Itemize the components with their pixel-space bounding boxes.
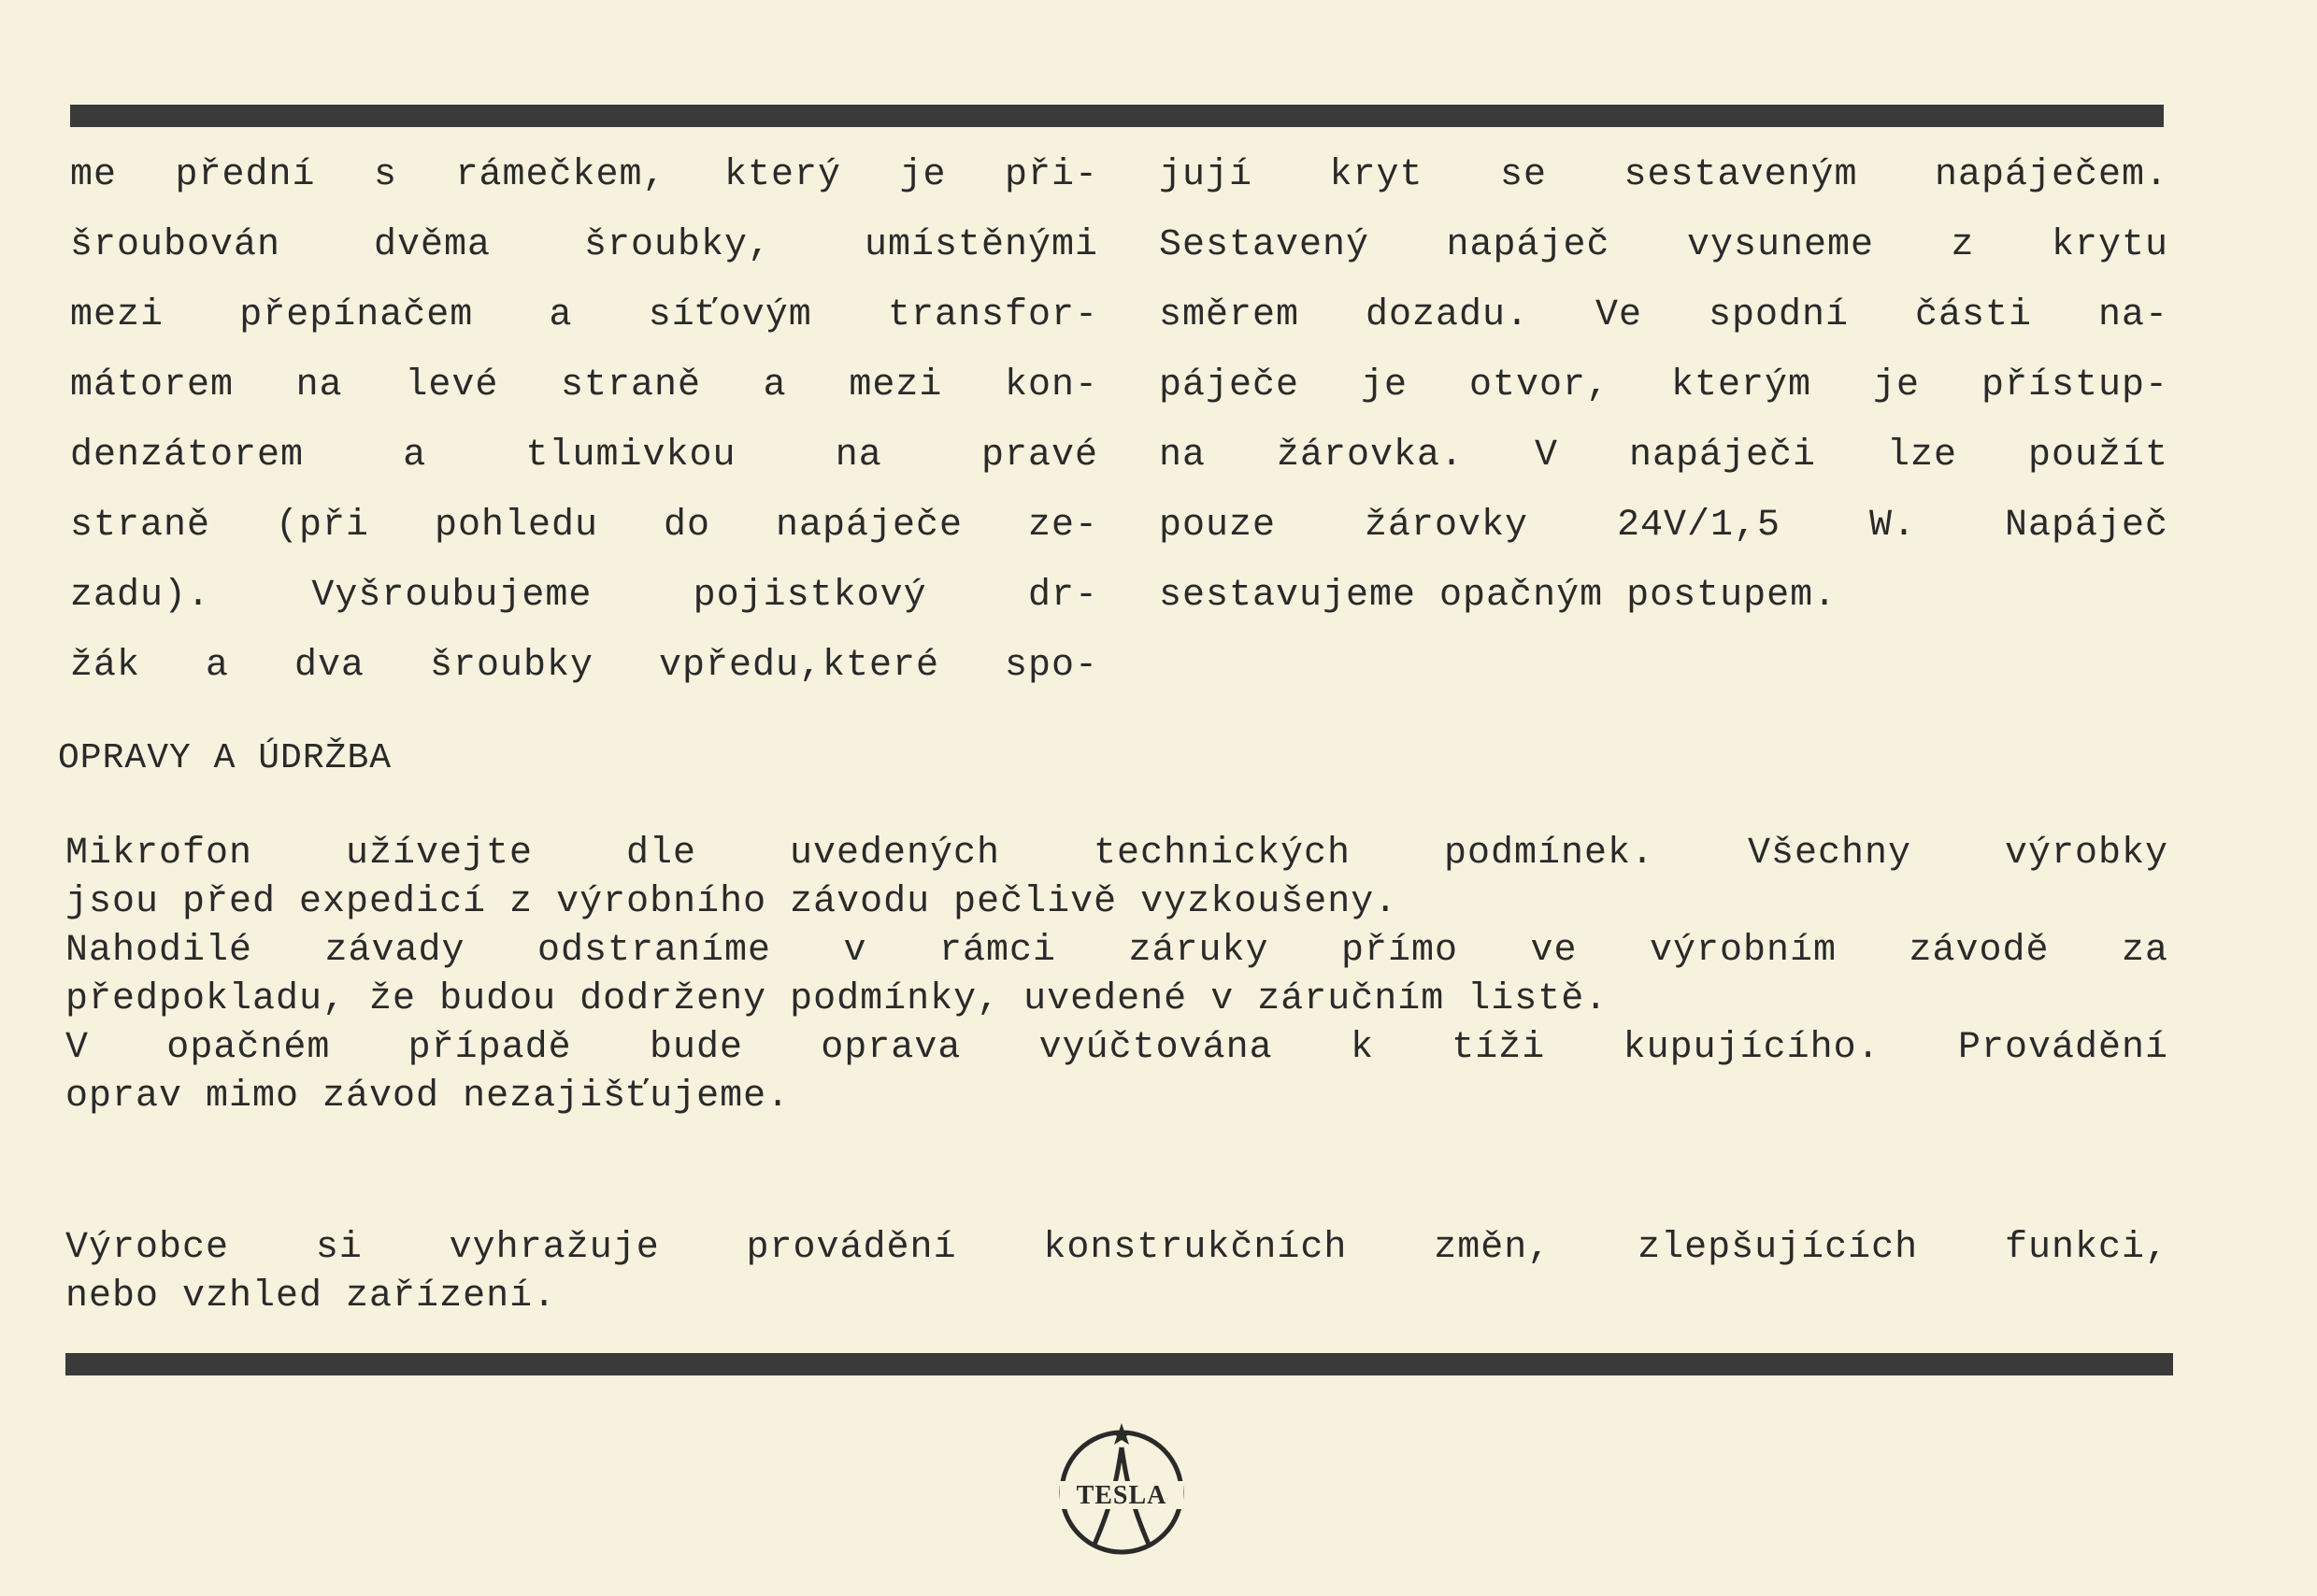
left-line: šroubován dvěma šroubky, umístěnými xyxy=(70,224,1098,266)
right-line: páječe je otvor, kterým je přístup- xyxy=(1159,364,2168,406)
left-line: straně (při pohledu do napáječe ze- xyxy=(70,505,1098,547)
left-line: žák a dva šroubky vpředu,které spo- xyxy=(70,645,1098,687)
right-line: jují kryt se sestaveným napáječem. xyxy=(1159,154,2168,196)
repairs-line: oprav mimo závod nezajišťujeme. xyxy=(65,1076,791,1118)
left-line: me přední s rámečkem, který je při- xyxy=(70,154,1098,196)
repairs-paragraph xyxy=(65,830,2168,1121)
right-line: sestavujeme opačným postupem. xyxy=(1159,575,1838,617)
left-text-column xyxy=(70,140,1098,701)
right-line: pouze žárovky 24V/1,5 W. Napáječ xyxy=(1159,505,2168,547)
tesla-logo-icon xyxy=(1037,1406,1206,1575)
left-line: zadu). Vyšroubujeme pojistkový dr- xyxy=(70,575,1098,617)
repairs-line: V opačném případě bude oprava vyúčtována k tíži kupujícího. Provádění xyxy=(65,1027,2168,1069)
left-line: mátorem na levé straně a mezi kon- xyxy=(70,364,1098,406)
left-line: denzátorem a tlumivkou na pravé xyxy=(70,435,1098,477)
right-line: na žárovka. V napáječi lze použít xyxy=(1159,435,2168,477)
right-line: Sestavený napáječ vysuneme z krytu xyxy=(1159,224,2168,266)
repairs-line: Nahodilé závady odstraníme v rámci záruky přímo ve výrobním závodě za xyxy=(65,930,2168,972)
logo-text: TESLA xyxy=(1076,1481,1167,1510)
manufacturer-line: nebo vzhled zařízení. xyxy=(65,1275,557,1318)
left-line: mezi přepínačem a síťovým transfor- xyxy=(70,294,1098,336)
top-divider-rule xyxy=(70,105,2164,127)
manufacturer-line: Výrobce si vyhražuje provádění konstrukčních změn, zlepšujících funkci, xyxy=(65,1227,2168,1269)
repairs-line: jsou před expedicí z výrobního závodu pečlivě vyzkoušeny. xyxy=(65,881,1398,923)
right-text-column xyxy=(1159,140,2168,631)
manufacturer-note xyxy=(65,1224,2168,1321)
repairs-line: Mikrofon užívejte dle uvedených technických podmínek. Všechny výrobky xyxy=(65,833,2168,875)
bottom-divider-rule xyxy=(65,1353,2173,1375)
section-heading: OPRAVY A ÚDRŽBA xyxy=(58,738,393,778)
right-line: směrem dozadu. Ve spodní části na- xyxy=(1159,294,2168,336)
repairs-line: předpokladu, že budou dodrženy podmínky, uvedené v záručním listě. xyxy=(65,978,1609,1020)
